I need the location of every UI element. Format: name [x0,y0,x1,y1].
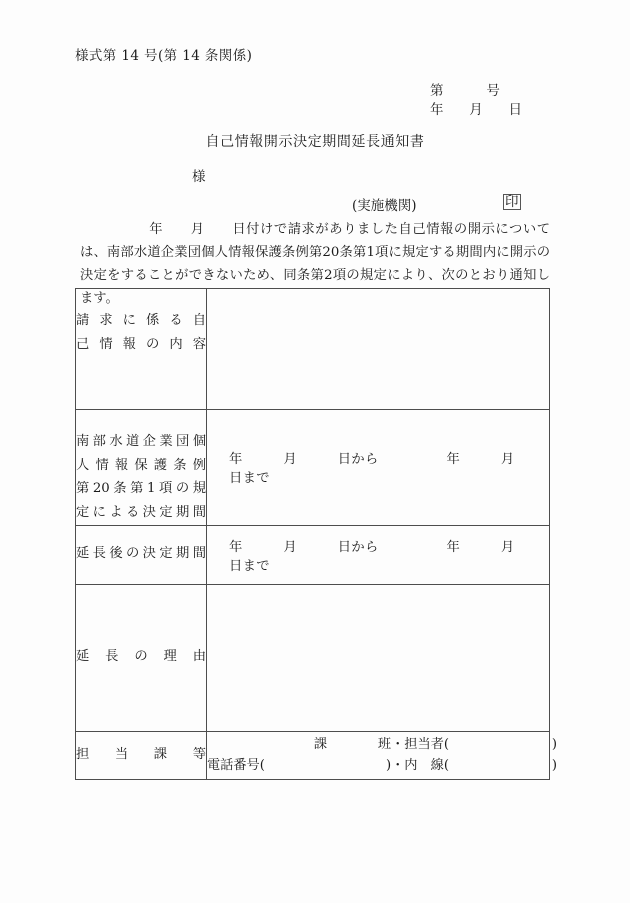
document-number-field: 第 号 [430,83,500,99]
document-date-field: 年 月 日 [430,102,522,118]
label-line: 定による決定期間 [76,504,206,520]
form-table [75,288,557,780]
implementing-agency-label: (実施機関) [352,198,417,214]
label-line: 己情報の内容 [76,336,206,352]
label-line: 延長後の決定期間 [76,546,206,562]
person-label: 班・担当者( [377,736,449,752]
row-value-responsible-section[interactable] [207,731,557,780]
label-line: 人情報保護条例 [76,457,206,473]
seal-icon: 印 [505,194,519,210]
row-label-extension-reason [76,584,207,731]
label-line: 第20条第1項の規 [76,481,206,497]
table-row [76,289,550,410]
row-label-responsible-section [76,731,207,780]
contact-line-section [207,734,557,756]
telephone-label: 電話番号( [207,758,265,774]
person-close-paren: ) [551,736,557,752]
extension-label: )・内 線( [385,758,449,774]
label-line: 延長の理由 [76,649,206,665]
label-line: 請求に係る自 [76,313,206,328]
label-line: 担当課等 [76,747,206,763]
row-value-requested-content[interactable] [207,289,550,410]
addressee-field: 様 [192,169,206,185]
label-line: 南部水道企業団個 [76,434,206,449]
row-value-statutory-period[interactable] [207,410,556,526]
row-value-extension-reason[interactable] [207,584,550,731]
table-row [76,410,550,526]
row-label-requested-content [76,289,207,410]
table-row [76,525,550,584]
table-row [76,731,550,780]
contact-block [207,732,557,780]
date-range-text: 年 月 日から 年 月 日まで [229,452,556,487]
form-code-label: 様式第 14 号(第 14 条関係) [75,48,253,64]
row-label-statutory-period [76,410,207,526]
row-value-extended-period[interactable] [207,525,556,584]
table-row [76,584,550,731]
date-range-text: 年 月 日から 年 月 日まで [229,539,556,574]
section-label: 課 [313,736,327,752]
page-title: 自己情報開示決定期間延長通知書 [205,134,425,150]
row-label-extended-period [76,525,207,584]
body-paragraph: 年 月 日付けで請求がありました自己情報の開示については、南部水道企業団個人情報保護条例第20条第1項に規定する期間内に開示の決定をすることができないため、同条第2項の規定により、次のとおり通知します。 [80,222,550,306]
contact-line-telephone [207,755,557,777]
extension-close-paren: ) [551,758,557,774]
